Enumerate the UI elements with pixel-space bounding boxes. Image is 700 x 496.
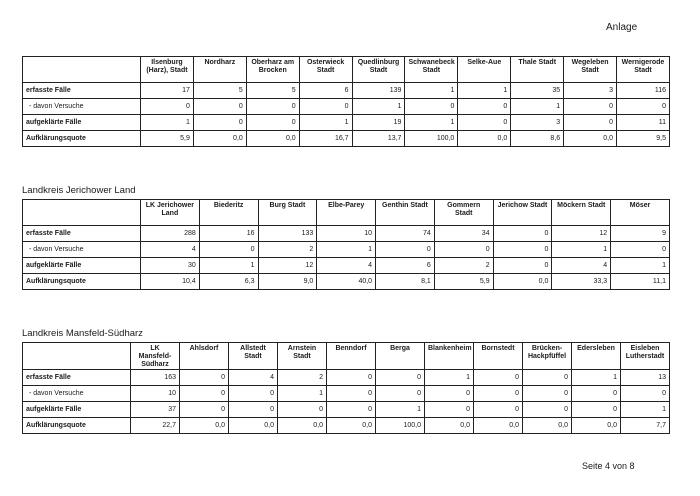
value-cell: 37 <box>131 402 180 418</box>
value-cell: 1 <box>199 258 258 274</box>
value-cell: 0,0 <box>572 418 621 434</box>
value-cell: 0 <box>474 386 523 402</box>
value-cell: 22,7 <box>131 418 180 434</box>
value-cell: 10 <box>131 386 180 402</box>
value-cell: 13 <box>621 370 670 386</box>
value-cell: 0 <box>474 402 523 418</box>
column-header: Bornstedt <box>474 343 523 370</box>
value-cell: 0 <box>434 242 493 258</box>
value-cell: 2 <box>258 242 317 258</box>
value-cell: 2 <box>434 258 493 274</box>
column-header: Möser <box>611 200 670 226</box>
value-cell: 74 <box>376 226 435 242</box>
value-cell: 0 <box>611 242 670 258</box>
value-cell: 6 <box>376 258 435 274</box>
value-cell: 4 <box>552 258 611 274</box>
value-cell: 0 <box>193 115 246 131</box>
value-cell: 133 <box>258 226 317 242</box>
column-header: Wernigerode Stadt <box>617 57 670 83</box>
value-cell: 7,7 <box>621 418 670 434</box>
value-cell: 0 <box>180 386 229 402</box>
value-cell: 0 <box>572 386 621 402</box>
value-cell: 5,9 <box>434 274 493 290</box>
table-row <box>23 242 670 258</box>
value-cell: 0 <box>621 386 670 402</box>
value-cell: 0 <box>193 99 246 115</box>
value-cell: 19 <box>352 115 405 131</box>
value-cell: 12 <box>258 258 317 274</box>
value-cell: 17 <box>141 83 194 99</box>
column-header: Benndorf <box>327 343 376 370</box>
value-cell: 11 <box>617 115 670 131</box>
value-cell: 0 <box>493 258 552 274</box>
table-row <box>23 386 670 402</box>
value-cell: 0 <box>405 99 458 115</box>
crime-table-harz <box>22 56 670 147</box>
row-label: Aufklärungsquote <box>23 418 131 434</box>
value-cell: 1 <box>299 115 352 131</box>
column-header: Jerichow Stadt <box>493 200 552 226</box>
value-cell: 1 <box>352 99 405 115</box>
value-cell: 0,0 <box>523 418 572 434</box>
value-cell: 1 <box>552 242 611 258</box>
column-header: Quedlinburg Stadt <box>352 57 405 83</box>
value-cell: 0 <box>327 402 376 418</box>
value-cell: 9,5 <box>617 131 670 147</box>
value-cell: 5,9 <box>141 131 194 147</box>
value-cell: 100,0 <box>405 131 458 147</box>
value-cell: 0 <box>474 370 523 386</box>
column-header: Nordharz <box>193 57 246 83</box>
section-title-mansfeld-suedharz: Landkreis Mansfeld-Südharz <box>22 328 143 339</box>
value-cell: 0,0 <box>180 418 229 434</box>
table-row <box>23 226 670 242</box>
column-header: Ahlsdorf <box>180 343 229 370</box>
value-cell: 0 <box>523 386 572 402</box>
column-header: Selke-Aue <box>458 57 511 83</box>
table-row <box>23 370 670 386</box>
value-cell: 0,0 <box>246 131 299 147</box>
value-cell: 5 <box>193 83 246 99</box>
table-row <box>23 402 670 418</box>
column-header: Elbe-Parey <box>317 200 376 226</box>
value-cell: 9,0 <box>258 274 317 290</box>
column-header: Ilsenburg (Harz), Stadt <box>141 57 194 83</box>
value-cell: 4 <box>317 258 376 274</box>
value-cell: 6,3 <box>199 274 258 290</box>
value-cell: 0 <box>564 115 617 131</box>
table-row <box>23 418 670 434</box>
value-cell: 0 <box>141 99 194 115</box>
header-corner-cell <box>23 200 141 226</box>
value-cell: 288 <box>141 226 200 242</box>
value-cell: 0,0 <box>493 274 552 290</box>
value-cell: 1 <box>611 258 670 274</box>
value-cell: 8,1 <box>376 274 435 290</box>
value-cell: 0 <box>523 402 572 418</box>
column-header: Osterwieck Stadt <box>299 57 352 83</box>
value-cell: 1 <box>278 386 327 402</box>
header-corner-cell <box>23 57 141 83</box>
row-label: - davon Versuche <box>23 386 131 402</box>
value-cell: 0 <box>572 402 621 418</box>
column-header: Blankenheim <box>425 343 474 370</box>
column-header: LK Jerichower Land <box>141 200 200 226</box>
value-cell: 11,1 <box>611 274 670 290</box>
column-header: Oberharz am Brocken <box>246 57 299 83</box>
value-cell: 0,0 <box>474 418 523 434</box>
value-cell: 2 <box>278 370 327 386</box>
value-cell: 13,7 <box>352 131 405 147</box>
value-cell: 0 <box>180 402 229 418</box>
value-cell: 10 <box>317 226 376 242</box>
crime-table-jerichower-land <box>22 199 670 290</box>
table-row <box>23 131 670 147</box>
row-label: erfasste Fälle <box>23 226 141 242</box>
row-label: erfasste Fälle <box>23 370 131 386</box>
value-cell: 16 <box>199 226 258 242</box>
row-label: aufgeklärte Fälle <box>23 402 131 418</box>
value-cell: 1 <box>511 99 564 115</box>
value-cell: 0 <box>617 99 670 115</box>
value-cell: 12 <box>552 226 611 242</box>
column-header: Arnstein Stadt <box>278 343 327 370</box>
value-cell: 0 <box>327 370 376 386</box>
value-cell: 10,4 <box>141 274 200 290</box>
header-row <box>23 200 670 226</box>
value-cell: 0 <box>458 115 511 131</box>
header-row <box>23 57 670 83</box>
value-cell: 1 <box>621 402 670 418</box>
value-cell: 0,0 <box>193 131 246 147</box>
value-cell: 0 <box>425 402 474 418</box>
value-cell: 0 <box>376 386 425 402</box>
value-cell: 0 <box>523 370 572 386</box>
value-cell: 1 <box>572 370 621 386</box>
value-cell: 0 <box>493 226 552 242</box>
value-cell: 4 <box>229 370 278 386</box>
annex-label: Anlage <box>606 22 638 33</box>
value-cell: 3 <box>511 115 564 131</box>
value-cell: 1 <box>317 242 376 258</box>
value-cell: 5 <box>246 83 299 99</box>
row-label: - davon Versuche <box>23 99 141 115</box>
value-cell: 40,0 <box>317 274 376 290</box>
row-label: aufgeklärte Fälle <box>23 258 141 274</box>
column-header: Schwanebeck Stadt <box>405 57 458 83</box>
column-header: Eisleben Lutherstadt <box>621 343 670 370</box>
value-cell: 0,0 <box>278 418 327 434</box>
table-row <box>23 115 670 131</box>
column-header: Biederitz <box>199 200 258 226</box>
page-number: Seite 4 von 8 <box>582 461 635 471</box>
column-header: Genthin Stadt <box>376 200 435 226</box>
table-row <box>23 258 670 274</box>
value-cell: 116 <box>617 83 670 99</box>
value-cell: 0 <box>229 386 278 402</box>
row-label: Aufklärungsquote <box>23 274 141 290</box>
value-cell: 1 <box>458 83 511 99</box>
crime-table-mansfeld-suedharz <box>22 342 670 434</box>
column-header: Brücken-Hackpfüffel <box>523 343 572 370</box>
column-header: Burg Stadt <box>258 200 317 226</box>
column-header: Gommern Stadt <box>434 200 493 226</box>
value-cell: 30 <box>141 258 200 274</box>
column-header: Wegeleben Stadt <box>564 57 617 83</box>
table-row <box>23 83 670 99</box>
value-cell: 0,0 <box>327 418 376 434</box>
value-cell: 1 <box>376 402 425 418</box>
value-cell: 0 <box>246 99 299 115</box>
value-cell: 4 <box>141 242 200 258</box>
value-cell: 6 <box>299 83 352 99</box>
value-cell: 0 <box>199 242 258 258</box>
row-label: erfasste Fälle <box>23 83 141 99</box>
column-header: Allstedt Stadt <box>229 343 278 370</box>
value-cell: 9 <box>611 226 670 242</box>
value-cell: 0 <box>229 402 278 418</box>
value-cell: 0 <box>493 242 552 258</box>
row-label: aufgeklärte Fälle <box>23 115 141 131</box>
header-corner-cell <box>23 343 131 370</box>
value-cell: 3 <box>564 83 617 99</box>
value-cell: 0,0 <box>458 131 511 147</box>
value-cell: 0 <box>376 370 425 386</box>
value-cell: 0 <box>180 370 229 386</box>
value-cell: 0 <box>425 386 474 402</box>
value-cell: 100,0 <box>376 418 425 434</box>
value-cell: 0 <box>564 99 617 115</box>
value-cell: 0 <box>327 386 376 402</box>
value-cell: 1 <box>405 83 458 99</box>
value-cell: 16,7 <box>299 131 352 147</box>
value-cell: 1 <box>141 115 194 131</box>
value-cell: 34 <box>434 226 493 242</box>
column-header: Edersleben <box>572 343 621 370</box>
table-row <box>23 274 670 290</box>
value-cell: 0 <box>299 99 352 115</box>
value-cell: 139 <box>352 83 405 99</box>
value-cell: 163 <box>131 370 180 386</box>
column-header: Möckern Stadt <box>552 200 611 226</box>
value-cell: 0 <box>458 99 511 115</box>
table-row <box>23 99 670 115</box>
value-cell: 8,6 <box>511 131 564 147</box>
section-title-jerichower-land: Landkreis Jerichower Land <box>22 185 136 196</box>
row-label: - davon Versuche <box>23 242 141 258</box>
column-header: Thale Stadt <box>511 57 564 83</box>
value-cell: 0,0 <box>425 418 474 434</box>
value-cell: 0,0 <box>564 131 617 147</box>
column-header: Berga <box>376 343 425 370</box>
value-cell: 0 <box>278 402 327 418</box>
value-cell: 35 <box>511 83 564 99</box>
value-cell: 33,3 <box>552 274 611 290</box>
value-cell: 1 <box>425 370 474 386</box>
value-cell: 0 <box>376 242 435 258</box>
value-cell: 0,0 <box>229 418 278 434</box>
value-cell: 1 <box>405 115 458 131</box>
value-cell: 0 <box>246 115 299 131</box>
row-label: Aufklärungsquote <box>23 131 141 147</box>
column-header: LK Mansfeld-Südharz <box>131 343 180 370</box>
header-row <box>23 343 670 370</box>
